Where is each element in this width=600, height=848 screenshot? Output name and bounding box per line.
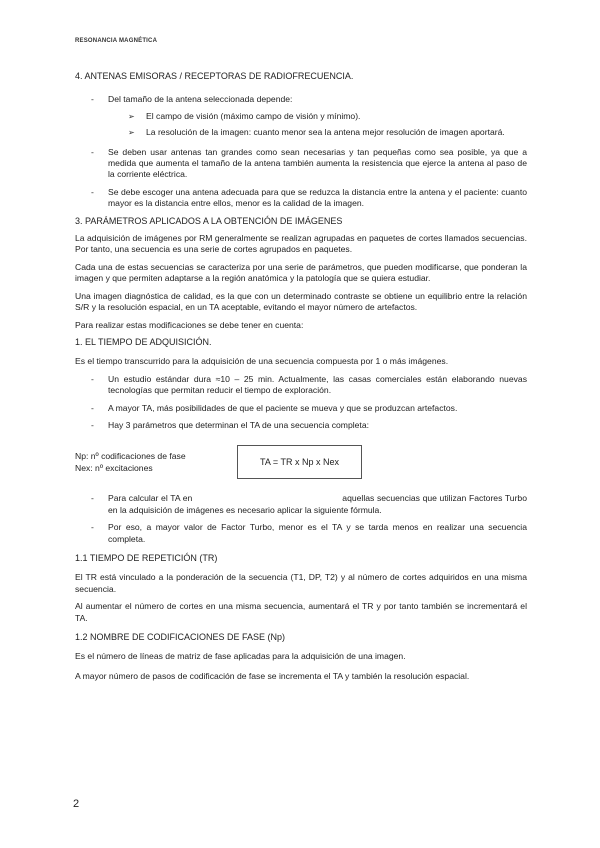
tr-paragraph-2: Al aumentar el número de cortes en una misma secuencia, aumentará el TR y por tanto también se incrementará el TA. <box>75 601 527 623</box>
nex-label: Nex: nº excitaciones <box>75 462 153 473</box>
tiempo-bullet-3: - Hay 3 parámetros que determinan el TA de una secuencia completa: <box>75 420 527 431</box>
tiempo-bullet-4-part-2: aquellas secuencias que utilizan Factores Turbo en la adquisición de imágenes es necesario aplicar la siguiente fórmula. <box>108 493 527 515</box>
formula-variables <box>75 451 186 474</box>
section4-bullet-2: - Se deben usar antenas tan grandes como sean necesarias y tan pequeñas como sea posible, ya que a medida que aumenta el tamaño de la antena también aumenta la resistencia que ejerce la antena al paso de la corriente eléctrica. <box>75 147 527 181</box>
tiempo-heading: 1. EL TIEMPO DE ADQUISICIÓN. <box>75 336 212 347</box>
section4-heading: 4. ANTENAS EMISORAS / RECEPTORAS DE RADIOFRECUENCIA. <box>75 71 354 81</box>
section3-paragraph-4: Para realizar estas modificaciones se debe tener en cuenta: <box>75 319 304 330</box>
tiempo-bullet-2: - A mayor TA, más posibilidades de que el paciente se mueva y que se produzcan artefactos. <box>75 403 527 414</box>
tiempo-bullet-4-part-1: Para calcular el TA en <box>108 493 193 504</box>
arrow-bullet-icon: ➢ <box>128 128 135 138</box>
tiempo-bullet-1: - Un estudio estándar dura ≈10 – 25 min. Actualmente, las casas comerciales están elaborando nuevas tecnologías que permitan reducir el tiempo de exploración. <box>75 374 527 397</box>
section4-sub-1-text: El campo de visión (máximo campo de visión y mínimo). <box>146 110 361 121</box>
section4-sub-2 <box>75 127 527 138</box>
section4-bullet-3: - Se debe escoger una antena adecuada para que se reduzca la distancia entre la antena y el paciente: cuanto mayor es la distancia entre ellos, menor es la calidad de la imagen. <box>75 187 527 210</box>
tiempo-paragraph-1: Es el tiempo transcurrido para la adquisición de una secuencia compuesta por 1 o más imágenes. <box>75 356 449 367</box>
section4-bullet-1: - Del tamaño de la antena seleccionada depende: <box>75 94 527 105</box>
np-paragraph-1: Es el número de líneas de matriz de fase aplicadas para la adquisición de una imagen. <box>75 651 406 662</box>
arrow-bullet-icon: ➢ <box>128 111 135 121</box>
tiempo-bullet-5: - Por eso, a mayor valor de Factor Turbo, menor es el TA y se tarda menos en realizar una secuencia completa. <box>75 522 527 545</box>
formula-box: TA = TR x Np x Nex <box>237 445 362 479</box>
section3-paragraph-2: Cada una de estas secuencias se caracteriza por una serie de parámetros, que pueden modificarse, que ponderan la imagen y que permiten adaptarse a la región anatómica y la patología que se quiera estudiar. <box>75 261 527 284</box>
tiempo-bullet-4 <box>75 493 527 516</box>
np-paragraph-2: A mayor número de pasos de codificación de fase se incrementa el TA y también la resolución espacial. <box>75 670 470 681</box>
section3-paragraph-3: Una imagen diagnóstica de calidad, es la que con un determinado contraste se obtiene un equilibrio entre la relación S/R y la resolución espacial, en un TA aceptable, evitando el mayor número de artefactos. <box>75 290 527 313</box>
np-heading: 1.2 NOMBRE DE CODIFICACIONES DE FASE (Np) <box>75 632 286 642</box>
np-label: Np: nº codificaciones de fase <box>75 451 186 462</box>
page-content <box>75 71 527 682</box>
page-number: 2 <box>73 798 80 810</box>
section3-heading: 3. PARÁMETROS APLICADOS A LA OBTENCIÓN DE IMÁGENES <box>75 215 343 226</box>
formula-block <box>75 443 527 483</box>
tr-paragraph-1: El TR está vinculado a la ponderación de la secuencia (T1, DP, T2) y al número de cortes adquiridos en una misma secuencia. <box>75 572 527 594</box>
running-header: RESONANCIA MAGNÉTICA <box>75 38 158 44</box>
tr-heading: 1.1 TIEMPO DE REPETICIÓN (TR) <box>75 552 218 563</box>
section3-paragraph-1: La adquisición de imágenes por RM generalmente se realizan agrupadas en paquetes de cortes llamados secuencias. Por tanto, una secuencia es una serie de cortes agrupados en paquetes. <box>75 233 527 255</box>
section4-sub-2-text: La resolución de la imagen: cuanto menor sea la antena mejor resolución de imagen aportará. <box>146 127 505 138</box>
section4-sub-1 <box>75 111 527 122</box>
